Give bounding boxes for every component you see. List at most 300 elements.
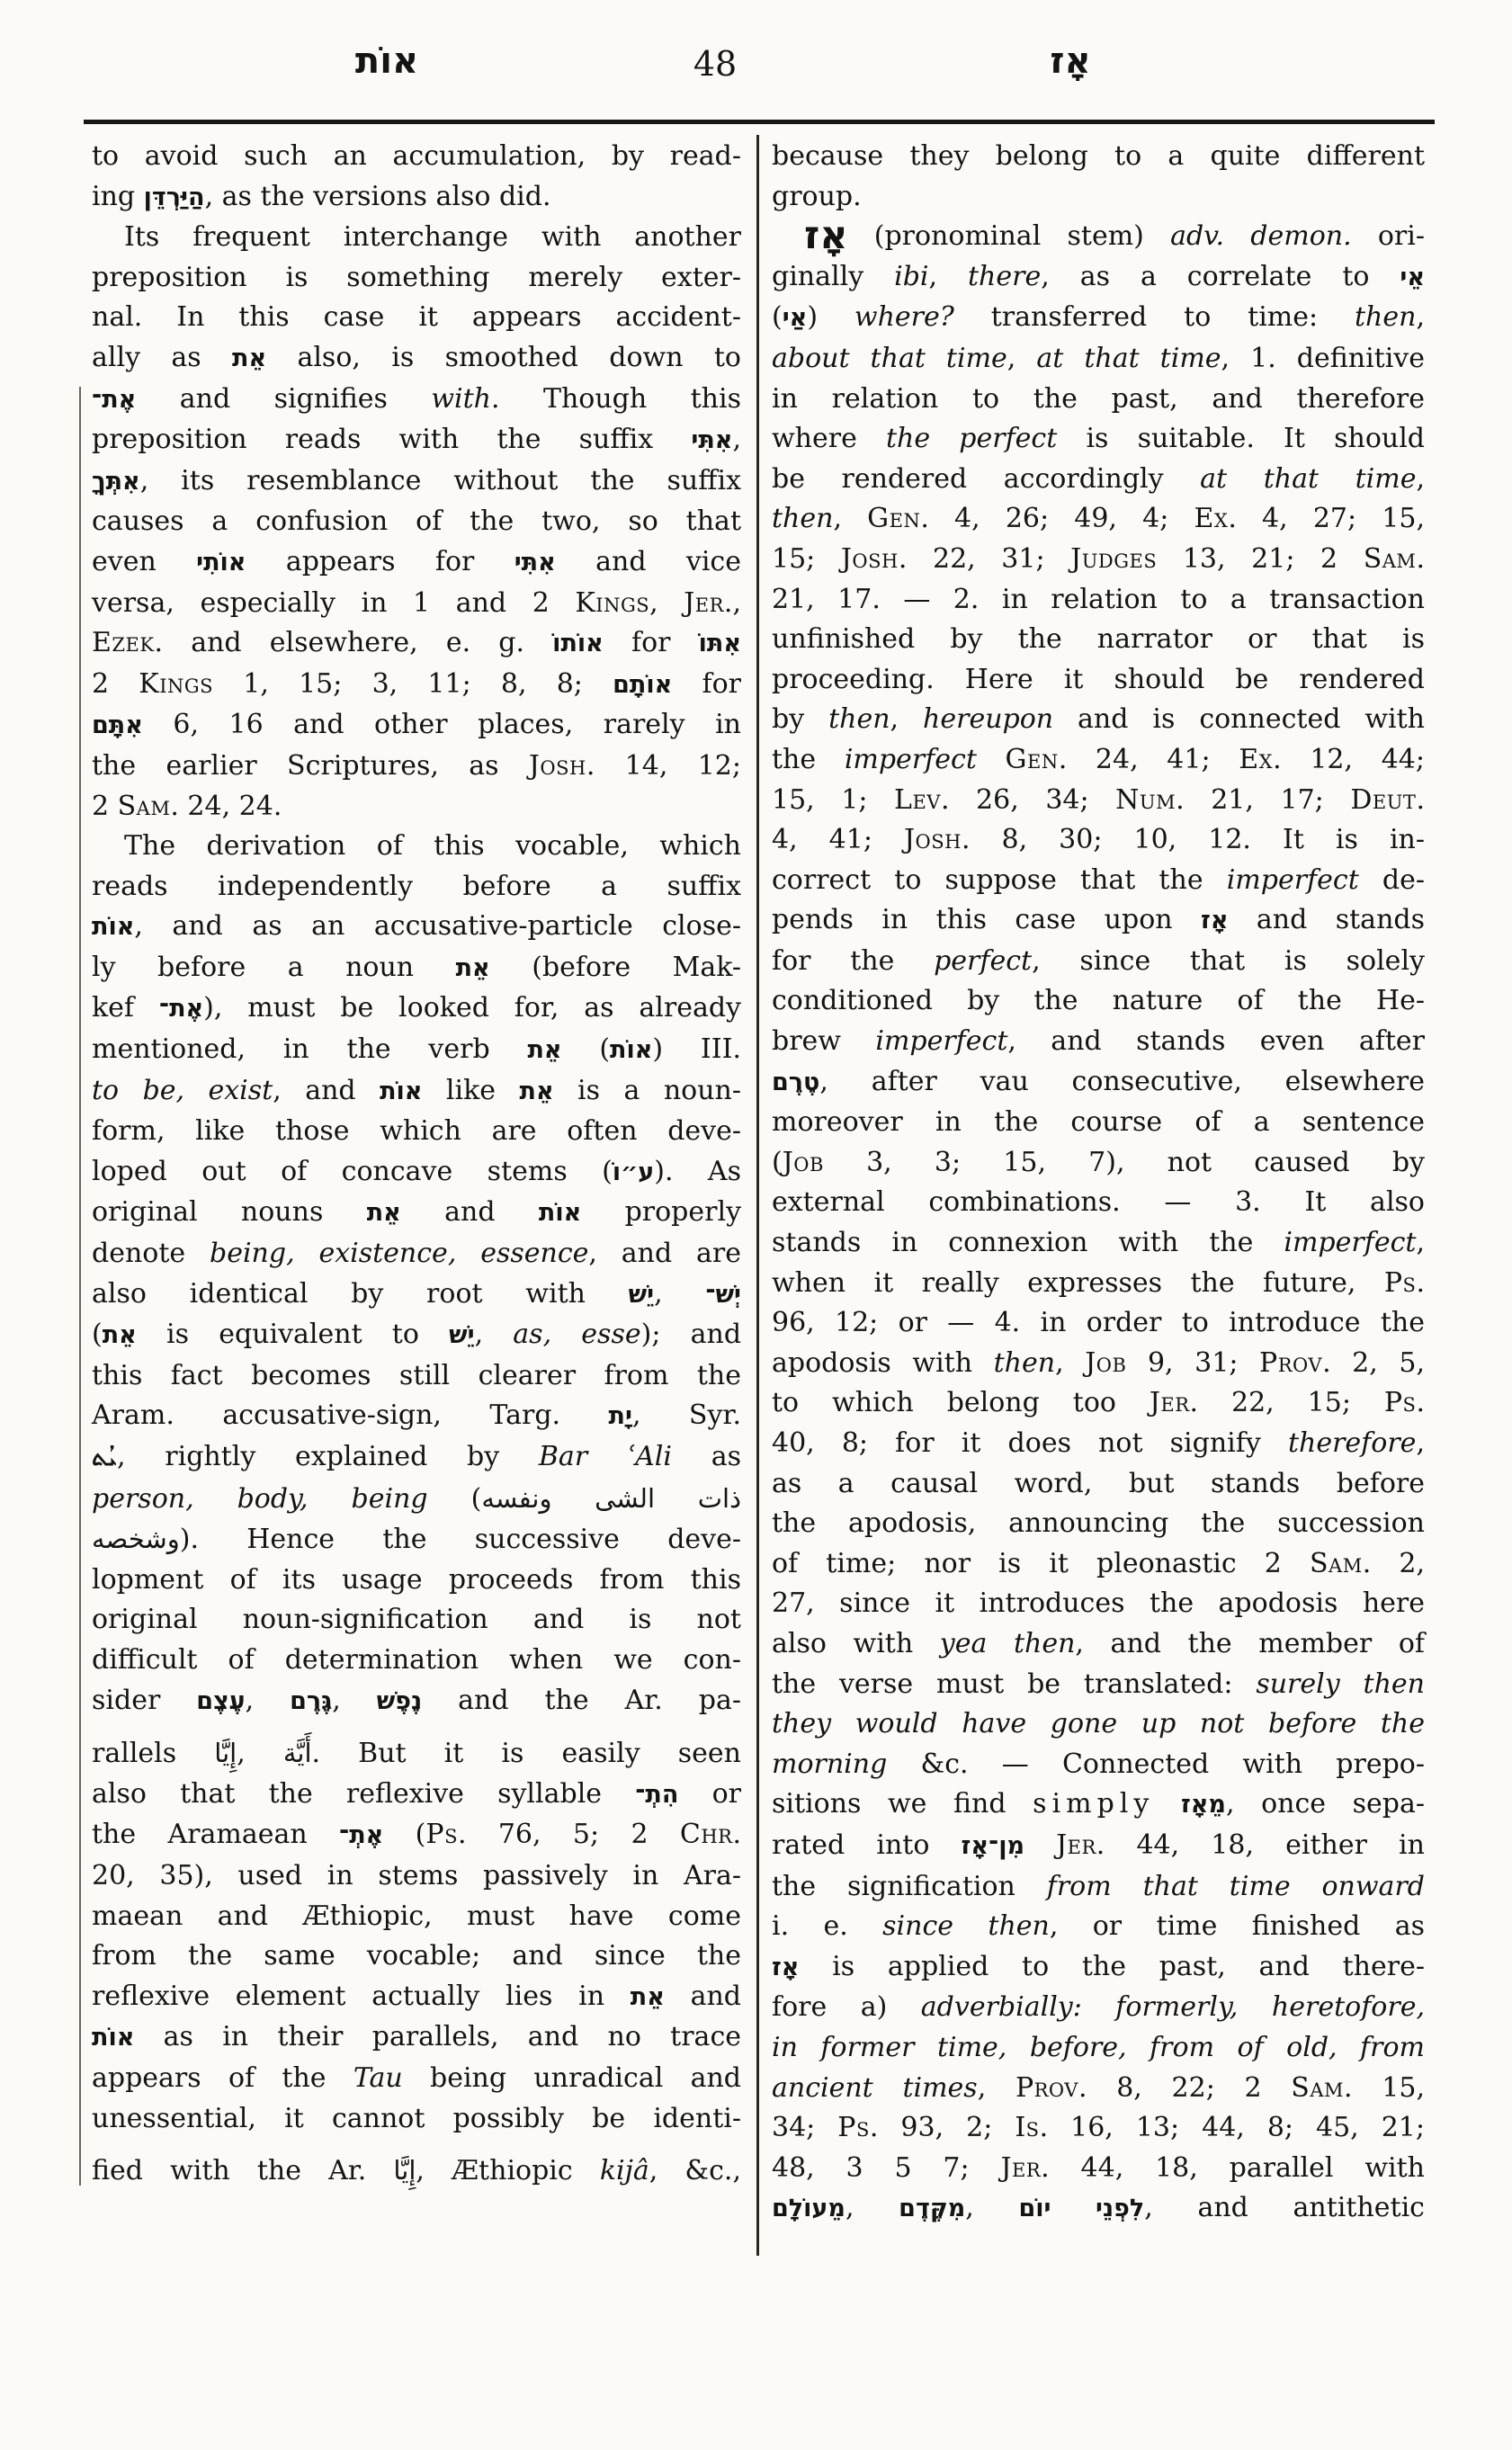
hebrew-word: אוֹת	[610, 1036, 653, 1065]
text-run: also with	[772, 1627, 940, 1659]
text-line	[772, 781, 1425, 821]
smallcaps-reference: Sam	[1363, 542, 1417, 575]
hebrew-word: אוֹת	[92, 2024, 135, 2052]
text-run: brew	[772, 1025, 876, 1058]
text-line	[92, 948, 741, 989]
text-line	[92, 827, 741, 867]
header-catchword-left: אוֹת	[354, 40, 419, 82]
text-run: . 76, 5; 2	[457, 1819, 680, 1851]
text-line	[772, 1704, 1425, 1745]
italic-text: about that time	[772, 342, 1007, 374]
smallcaps-reference: Deut	[1350, 783, 1417, 816]
text-line	[92, 1600, 741, 1641]
text-line	[92, 1152, 741, 1194]
text-line	[772, 1143, 1425, 1184]
header-rule	[84, 120, 1435, 124]
text-run: . 22, 15;	[1189, 1387, 1384, 1419]
text-run: ,	[833, 503, 868, 535]
text-line	[92, 1356, 741, 1397]
text-run: . 12, 44;	[1273, 743, 1425, 775]
text-line	[772, 1947, 1425, 1989]
text-line	[92, 1519, 741, 1560]
italic-text: person, body, being	[92, 1482, 428, 1515]
text-run: 15, 1;	[772, 783, 895, 816]
text-line	[772, 740, 1425, 781]
text-line	[772, 1665, 1425, 1705]
text-run: . 44, 18, parallel with	[1041, 2151, 1425, 2184]
text-run: 96, 12; or — 4. in order to introduce the	[772, 1307, 1425, 1339]
text-run: (	[772, 1146, 783, 1178]
text-run: is suitable. It should	[1057, 423, 1426, 455]
text-run: ,	[237, 1738, 283, 1770]
hebrew-word: אַי	[782, 304, 808, 333]
text-line	[772, 1223, 1425, 1264]
text-run: ,	[1007, 342, 1037, 374]
text-line	[772, 177, 1425, 218]
text-line	[92, 1315, 741, 1356]
text-run: ally as	[92, 341, 232, 373]
text-line	[92, 502, 741, 542]
text-line	[92, 988, 741, 1030]
text-line	[772, 1504, 1425, 1544]
text-run: ly before a noun	[92, 951, 456, 983]
text-line	[772, 1022, 1425, 1062]
text-run: 48, 3 5 7;	[772, 2151, 1001, 2184]
hebrew-word: אֵת	[366, 1199, 401, 1228]
text-run: moreover in the course of a sentence	[772, 1106, 1425, 1139]
text-run: ,	[649, 586, 684, 619]
smallcaps-reference: Num	[1115, 783, 1176, 816]
text-run: being unradical and	[402, 2061, 741, 2094]
text-run: the apodosis, announcing the succession	[772, 1507, 1425, 1540]
text-line	[92, 137, 741, 177]
text-line	[772, 1584, 1425, 1624]
text-line	[92, 1234, 741, 1274]
smallcaps-reference: Jer	[684, 586, 724, 619]
smallcaps-reference: Josh	[840, 542, 899, 575]
text-run: . 24, 24.	[170, 790, 282, 822]
text-line	[92, 380, 741, 421]
text-run: i. e.	[772, 1910, 883, 1943]
text-line	[92, 907, 741, 948]
italic-text: adverbially: formerly, heretofore,	[920, 1991, 1425, 2024]
text-run: sitions we find	[772, 1788, 1033, 1820]
text-run: , or time finished as	[1049, 1910, 1425, 1943]
text-run: .	[1416, 1266, 1425, 1299]
text-line	[92, 1071, 741, 1113]
text-run: preposition is something merely exter-	[92, 261, 741, 293]
text-run: 6, 16 and other places, rarely in	[142, 709, 741, 741]
smallcaps-reference: Josh	[528, 749, 586, 782]
text-line	[772, 580, 1425, 621]
text-run: .	[1416, 542, 1425, 575]
text-line	[92, 338, 741, 380]
hebrew-word: אוֹת	[380, 1077, 423, 1105]
hebrew-word: מֵעוֹלָם	[772, 2195, 845, 2223]
text-line	[92, 705, 741, 747]
text-run: ,	[654, 1277, 706, 1310]
text-line	[92, 1030, 741, 1071]
text-line	[92, 2150, 741, 2192]
text-run: .	[1416, 1387, 1425, 1419]
text-run: is equivalent to	[136, 1319, 450, 1351]
hebrew-word: יֵשׁ	[628, 1280, 655, 1309]
text-line	[92, 1274, 741, 1316]
text-line	[92, 1897, 741, 1937]
text-line	[772, 1264, 1425, 1304]
text-run: is applied to the past, and there-	[799, 1950, 1425, 1982]
smallcaps-reference: Prov	[1259, 1346, 1323, 1379]
text-line	[772, 339, 1425, 380]
text-line	[772, 419, 1425, 460]
text-run: apodosis with	[772, 1346, 994, 1379]
text-line	[772, 1745, 1425, 1785]
text-run: and the Ar. pa-	[422, 1684, 741, 1716]
smallcaps-reference: Lev	[894, 783, 941, 816]
text-line	[92, 258, 741, 299]
text-line	[92, 2099, 741, 2140]
text-run: versa, especially in 1 and 2	[92, 586, 576, 619]
text-run: , after vau consecutive, elsewhere	[819, 1065, 1425, 1097]
text-line	[92, 787, 741, 827]
italic-text: then	[993, 1346, 1056, 1379]
text-run: causes a confusion of the two, so that	[92, 505, 741, 538]
hebrew-word: אִתִּי	[691, 426, 733, 455]
text-run: , as a correlate to	[1041, 260, 1400, 292]
text-run: ) III.	[652, 1033, 741, 1066]
text-line	[772, 1826, 1425, 1867]
text-run: reflexive element actually lies in	[92, 1980, 631, 2012]
text-run: and signifies	[136, 382, 432, 415]
text-run: is a noun-	[553, 1074, 741, 1106]
hebrew-word: אָז	[1201, 907, 1229, 935]
text-run: ,	[928, 260, 968, 292]
text-run: when it really expresses the future,	[772, 1266, 1384, 1299]
smallcaps-reference: Jer	[1056, 1829, 1096, 1861]
text-run: . But it is easily seen	[311, 1738, 741, 1770]
smallcaps-reference: Sam	[1291, 2071, 1345, 2104]
text-line	[772, 1103, 1425, 1143]
text-line	[772, 1344, 1425, 1384]
text-run: denote	[92, 1238, 210, 1270]
smallcaps-reference: Is	[1015, 2112, 1040, 2144]
syriac-word: ܝܳܬ	[92, 1444, 117, 1471]
text-run: as in their parallels, and no trace	[134, 2021, 741, 2053]
text-line	[772, 861, 1425, 901]
text-run: the	[772, 743, 845, 775]
text-run: for	[603, 627, 699, 659]
text-run: , once sepa-	[1225, 1788, 1425, 1820]
text-run: . 24, 41;	[1058, 743, 1239, 775]
italic-text: ibi	[894, 260, 929, 292]
text-run: and stands	[1228, 904, 1425, 936]
text-run: fied with the Ar.	[92, 2155, 394, 2187]
text-run: 2	[92, 790, 118, 822]
text-run: unessential, it cannot possibly be identi-	[92, 2102, 741, 2134]
text-line	[772, 1183, 1425, 1223]
page-gutter-edge-line	[79, 387, 81, 2186]
text-run: this fact becomes still clearer from the	[92, 1359, 741, 1391]
text-run: also identical by root with	[92, 1277, 629, 1310]
italic-text: imperfect	[1226, 863, 1359, 896]
text-line	[772, 620, 1425, 660]
text-run: ing	[92, 180, 144, 212]
text-run: ,	[332, 1684, 377, 1716]
smallcaps-reference: Gen	[867, 503, 921, 535]
text-line	[772, 1624, 1425, 1665]
text-run: 27, since it introduces the apodosis here	[772, 1587, 1425, 1620]
text-run: ). As	[654, 1155, 741, 1187]
text-line	[92, 867, 741, 908]
text-run: , and	[273, 1074, 380, 1106]
text-run: by	[772, 703, 829, 736]
hebrew-word: אוֹת	[538, 1199, 582, 1228]
hebrew-word: אוֹת	[92, 913, 135, 942]
text-run: , Syr.	[631, 1399, 742, 1432]
arabic-word: وشخصه	[92, 1524, 180, 1555]
text-run: (	[427, 1482, 482, 1515]
text-run: . 16, 13; 44, 8; 45, 21;	[1039, 2112, 1426, 2144]
text-line	[772, 1784, 1425, 1826]
text-line	[772, 981, 1425, 1022]
text-line	[92, 542, 741, 584]
text-line	[92, 1396, 741, 1437]
text-run: original noun-signification and is not	[92, 1604, 741, 1636]
text-run: rated into	[772, 1829, 962, 1861]
text-line	[92, 2017, 741, 2059]
text-line	[772, 820, 1425, 861]
text-run: ,	[845, 2192, 899, 2224]
text-run: ori-	[1351, 220, 1425, 253]
text-run: difficult of determination when we con-	[92, 1643, 741, 1676]
text-line	[92, 1936, 741, 1977]
italic-text: being, existence, essence	[210, 1238, 589, 1270]
text-run: , and antithetic	[1144, 2192, 1425, 2224]
text-line	[772, 1907, 1425, 1947]
italic-text: ancient times	[772, 2071, 978, 2104]
smallcaps-reference: Sam	[1310, 1547, 1363, 1579]
text-run: or	[678, 1777, 741, 1810]
italic-text: surely then	[1256, 1668, 1425, 1700]
smallcaps-reference: Josh	[903, 824, 962, 856]
page-number: 48	[693, 44, 738, 84]
hebrew-word: אֶתְ־	[339, 1821, 384, 1850]
text-run: to which belong too	[772, 1387, 1150, 1419]
text-line	[92, 1977, 741, 2018]
text-line	[92, 1681, 741, 1722]
text-line	[92, 218, 741, 258]
smallcaps-reference: Ps	[1383, 1387, 1417, 1419]
hebrew-word: אֵת	[455, 953, 490, 982]
text-run: 2	[92, 667, 139, 700]
italic-text: then	[1355, 301, 1417, 334]
text-line	[772, 900, 1425, 942]
italic-text: there	[968, 260, 1042, 292]
text-run: .	[1416, 783, 1425, 816]
hebrew-word: אֵת	[102, 1321, 137, 1350]
hebrew-word: גֶּרֶם	[290, 1686, 333, 1715]
arabic-word: أَيَّة	[282, 1738, 312, 1769]
text-run: , &c.,	[649, 2155, 742, 2187]
text-line	[772, 2149, 1425, 2189]
italic-text: therefore	[1287, 1427, 1417, 1459]
text-run: .,	[723, 586, 741, 619]
italic-text: yea then	[939, 1627, 1076, 1659]
text-run: . 44, 18, either in	[1096, 1829, 1425, 1861]
text-line	[772, 2188, 1425, 2230]
smallcaps-reference: Ps	[425, 1819, 458, 1851]
text-line	[92, 420, 741, 461]
text-line	[772, 298, 1425, 339]
text-run: de-	[1358, 863, 1425, 896]
italic-text: since then	[882, 1910, 1050, 1943]
text-line	[92, 1856, 741, 1897]
text-run: conditioned by the nature of the He-	[772, 985, 1425, 1017]
text-run	[1154, 1788, 1181, 1820]
hebrew-word: אֶת־	[158, 995, 204, 1024]
text-run: as	[671, 1441, 741, 1472]
hebrew-word: אֵת	[519, 1077, 554, 1105]
text-run: . Though this	[490, 382, 741, 415]
text-run: . 8, 22; 2	[1078, 2071, 1292, 2104]
text-run: appears of the	[92, 2061, 353, 2094]
text-run: . 4, 27; 15,	[1228, 503, 1425, 535]
text-run: , 1. definitive	[1221, 342, 1426, 374]
text-run: fore a)	[772, 1991, 921, 2024]
italic-text: imperfect	[1284, 1227, 1417, 1259]
text-run: ), must be looked for, as already	[203, 992, 741, 1024]
text-run: unfinished by the narrator or that is	[772, 623, 1425, 656]
text-run: ,	[245, 1684, 291, 1716]
text-run: be rendered accordingly	[772, 462, 1201, 495]
italic-text: imperfect	[844, 743, 977, 775]
text-run: transferred to time:	[953, 301, 1355, 334]
italic-text: as, esse	[513, 1319, 641, 1351]
text-run: mentioned, in the verb	[92, 1033, 528, 1066]
smallcaps-reference: Job	[782, 1146, 824, 1178]
text-run: for the	[772, 944, 935, 977]
text-run: . and elsewhere, e. g.	[154, 627, 553, 659]
hebrew-word: מִן־אָז	[961, 1831, 1024, 1860]
text-run: . 2,	[1362, 1547, 1425, 1579]
text-run: . 22, 31;	[898, 542, 1071, 575]
text-run: as a causal word, but stands before	[772, 1467, 1425, 1499]
text-run: (before Mak-	[489, 951, 741, 983]
hebrew-word: יָת	[608, 1402, 632, 1431]
italic-text: at that time	[1200, 462, 1417, 495]
italic-text: perfect	[934, 944, 1033, 977]
text-run: 9, 31;	[1126, 1346, 1260, 1379]
text-run: of time; nor is it pleonastic 2	[772, 1547, 1310, 1579]
text-line	[772, 2028, 1425, 2069]
right-column	[772, 137, 1425, 2230]
hebrew-word: אוֹתָם	[613, 670, 673, 699]
smallcaps-reference: Ezek	[92, 627, 155, 659]
text-run: ginally	[772, 260, 895, 292]
hebrew-word: אֶת־	[92, 385, 137, 414]
italic-text: morning	[772, 1748, 888, 1780]
text-run: and is connected with	[1053, 703, 1425, 736]
text-line	[772, 660, 1425, 701]
text-line	[92, 623, 741, 665]
text-run: , and the member of	[1075, 1627, 1425, 1659]
text-run: (	[92, 1319, 103, 1351]
italic-text: where?	[854, 301, 954, 334]
hebrew-word: אֵי	[1400, 263, 1425, 291]
text-line	[772, 1303, 1425, 1344]
text-run: 40, 8; for it does not signify	[772, 1427, 1288, 1459]
text-run: 20, 35), used in stems passively in Ara-	[92, 1859, 741, 1891]
text-run: 3, 3; 15, 7), not caused by	[823, 1146, 1425, 1178]
text-line	[772, 1988, 1425, 2028]
hebrew-word: אוֹתִי	[196, 548, 246, 577]
text-line	[772, 499, 1425, 540]
smallcaps-reference: Job	[1085, 1346, 1127, 1379]
text-run: the Aramaean	[92, 1819, 340, 1851]
text-line	[772, 257, 1425, 299]
text-run: . 21, 17;	[1176, 783, 1351, 816]
text-line	[92, 1437, 741, 1479]
text-line	[92, 461, 741, 503]
text-line	[772, 1464, 1425, 1505]
text-line	[772, 1383, 1425, 1424]
text-line	[772, 460, 1425, 500]
text-line	[92, 747, 741, 787]
text-run: , and as an accusative-particle close-	[134, 910, 741, 943]
text-line	[772, 380, 1425, 420]
text-run: loped out of concave stems (	[92, 1155, 613, 1187]
hebrew-word: אִתְּךָ	[92, 467, 140, 496]
hebrew-word: אוֹתוֹ	[552, 630, 604, 658]
italic-text: Tau	[353, 2061, 403, 2094]
text-run: , as the versions also did.	[204, 180, 551, 212]
hebrew-word: אִתִּי	[514, 548, 556, 577]
text-run: . 2, 5,	[1322, 1346, 1426, 1379]
text-run: sider	[92, 1684, 197, 1716]
page-header	[0, 0, 1512, 117]
hebrew-word: אֵת	[232, 344, 267, 372]
text-line	[92, 1193, 741, 1234]
text-run: lopment of its usage proceeds from this	[92, 1563, 741, 1596]
hebrew-word: הִתְ־	[635, 1780, 679, 1809]
text-line	[772, 1544, 1425, 1585]
hebrew-word: יֵשׁ	[449, 1321, 475, 1350]
text-run: (	[383, 1819, 426, 1851]
text-line	[92, 2059, 741, 2099]
smallcaps-reference: Kings	[575, 586, 650, 619]
text-run: and vice	[555, 545, 741, 577]
text-run: ,	[1416, 1427, 1425, 1459]
text-line	[772, 1424, 1425, 1464]
text-line	[92, 665, 741, 706]
text-run: , since that is solely	[1032, 944, 1425, 977]
text-run: in relation to the past, and therefore	[772, 382, 1425, 415]
text-line	[772, 942, 1425, 982]
hebrew-word: לִפְנֵי יוֹם	[1018, 2195, 1145, 2223]
text-run: ,	[1055, 1346, 1086, 1379]
text-run: form, like those which are often deve-	[92, 1115, 741, 1148]
text-run: ); and	[640, 1319, 742, 1351]
text-run	[1024, 1829, 1056, 1861]
text-run: also, is smoothed down to	[266, 341, 741, 373]
smallcaps-reference: Chr	[679, 1819, 733, 1851]
text-line	[92, 1733, 741, 1775]
text-run: ,	[890, 703, 924, 736]
text-run: .	[732, 1819, 742, 1851]
text-line	[772, 1867, 1425, 1908]
text-line	[92, 1775, 741, 1816]
spaced-emphasis: simply	[1033, 1788, 1155, 1820]
